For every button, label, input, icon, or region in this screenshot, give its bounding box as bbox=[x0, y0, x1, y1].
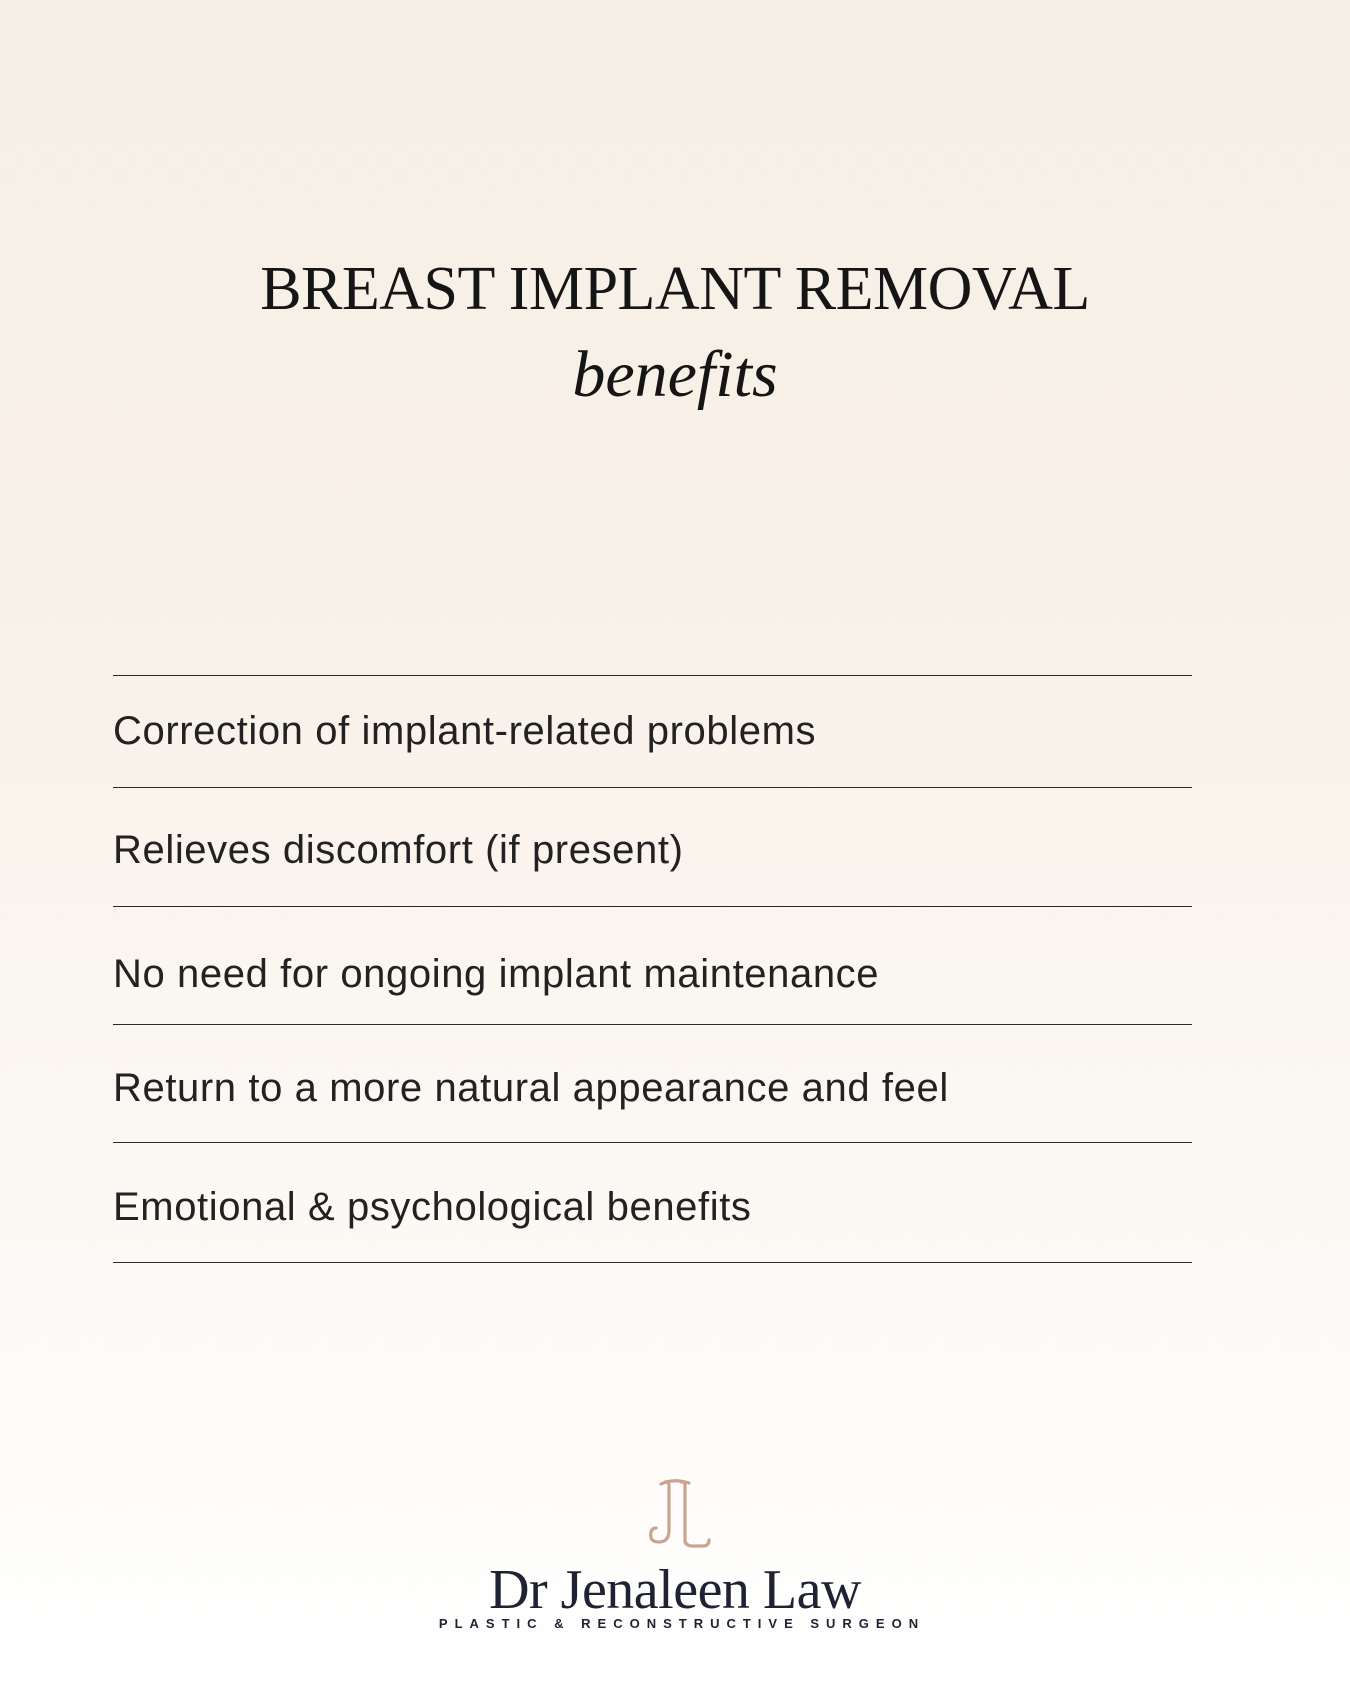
divider bbox=[113, 675, 1192, 676]
divider bbox=[113, 1262, 1192, 1263]
brand-name: Dr Jenaleen Law bbox=[489, 1559, 861, 1621]
page-title: BREAST IMPLANT REMOVAL bbox=[260, 255, 1090, 323]
benefit-item: Correction of implant-related problems bbox=[113, 709, 817, 753]
brand-tagline: PLASTIC & RECONSTRUCTIVE SURGEON bbox=[438, 1616, 926, 1631]
benefit-item: Emotional & psychological benefits bbox=[113, 1185, 752, 1229]
jl-monogram-icon bbox=[625, 1478, 725, 1554]
page-subtitle: benefits bbox=[572, 338, 778, 411]
divider bbox=[113, 1142, 1192, 1143]
benefit-item: Return to a more natural appearance and feel bbox=[113, 1066, 949, 1110]
divider bbox=[113, 1024, 1192, 1025]
divider bbox=[113, 787, 1192, 788]
brand-logo bbox=[0, 1478, 1350, 1554]
benefit-item: Relieves discomfort (if present) bbox=[113, 828, 684, 872]
benefit-item: No need for ongoing implant maintenance bbox=[113, 952, 880, 996]
divider bbox=[113, 906, 1192, 907]
